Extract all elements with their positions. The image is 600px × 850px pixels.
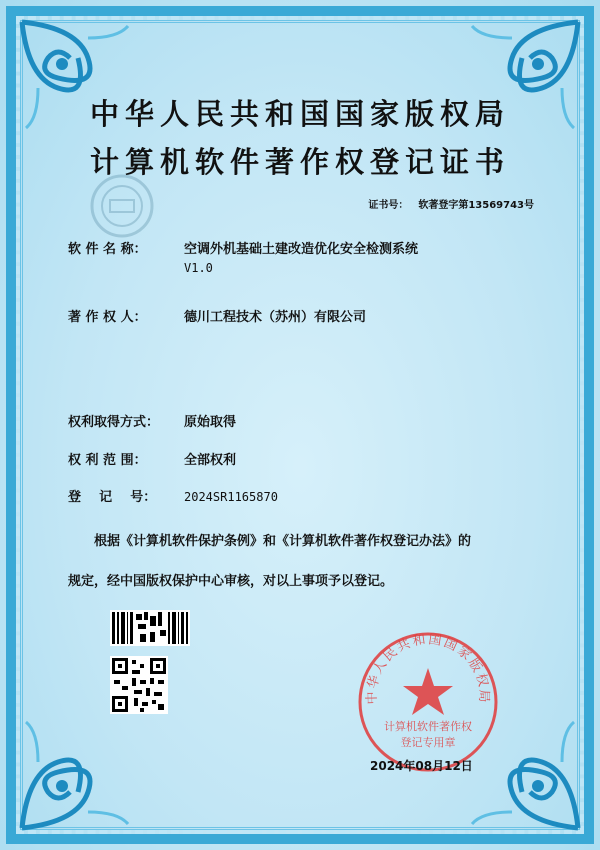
scope-label: 权 利 范 围： xyxy=(68,453,147,468)
corner-ornament-icon xyxy=(18,712,138,832)
acquisition-row xyxy=(68,411,236,430)
owner-label: 著 作 权 人： xyxy=(68,310,147,325)
certificate-title: 计算机软件著作权登记证书 xyxy=(89,145,510,179)
official-seal-icon xyxy=(356,630,500,774)
registration-row xyxy=(68,486,278,505)
barcode-icon xyxy=(110,610,190,646)
registration-label: 登 记 号： xyxy=(68,490,157,505)
owner-value: 德川工程技术（苏州）有限公司 xyxy=(184,310,367,325)
approval-text: 规定，经中国版权保护中心审核，对以上事项予以登记。 xyxy=(68,574,394,589)
scope-row xyxy=(68,449,236,468)
seal-inner-line1: 计算机软件著作权 xyxy=(384,720,472,733)
legal-basis-text: 根据《计算机软件保护条例》和《计算机软件著作权登记办法》的 xyxy=(94,534,472,549)
issue-date: 2024年08月12日 xyxy=(370,759,473,773)
certificate-number xyxy=(368,196,534,211)
software-name-value: 空调外机基础土建改造优化安全检测系统 xyxy=(184,242,419,257)
registration-value: 2024SR1165870 xyxy=(184,490,278,504)
seal-inner-line2: 登记专用章 xyxy=(400,736,456,749)
watermark-emblem-icon xyxy=(88,172,156,240)
scope-value: 全部权利 xyxy=(184,453,237,468)
acquisition-label: 权利取得方式： xyxy=(68,415,160,430)
acquisition-value: 原始取得 xyxy=(184,415,237,430)
certificate-number-value: 软著登字第13569743号 xyxy=(418,200,534,211)
issuer-title: 中华人民共和国国家版权局 xyxy=(89,97,510,131)
certificate-number-label: 证书号： xyxy=(368,200,409,211)
software-name-row xyxy=(68,238,418,275)
qr-code-icon xyxy=(110,656,168,714)
seal-outer-text: 中华人民共和国国家版权局 xyxy=(364,632,492,705)
software-version: V1.0 xyxy=(184,261,213,275)
software-name-label: 软 件 名 称： xyxy=(68,242,147,257)
owner-row xyxy=(68,306,366,325)
